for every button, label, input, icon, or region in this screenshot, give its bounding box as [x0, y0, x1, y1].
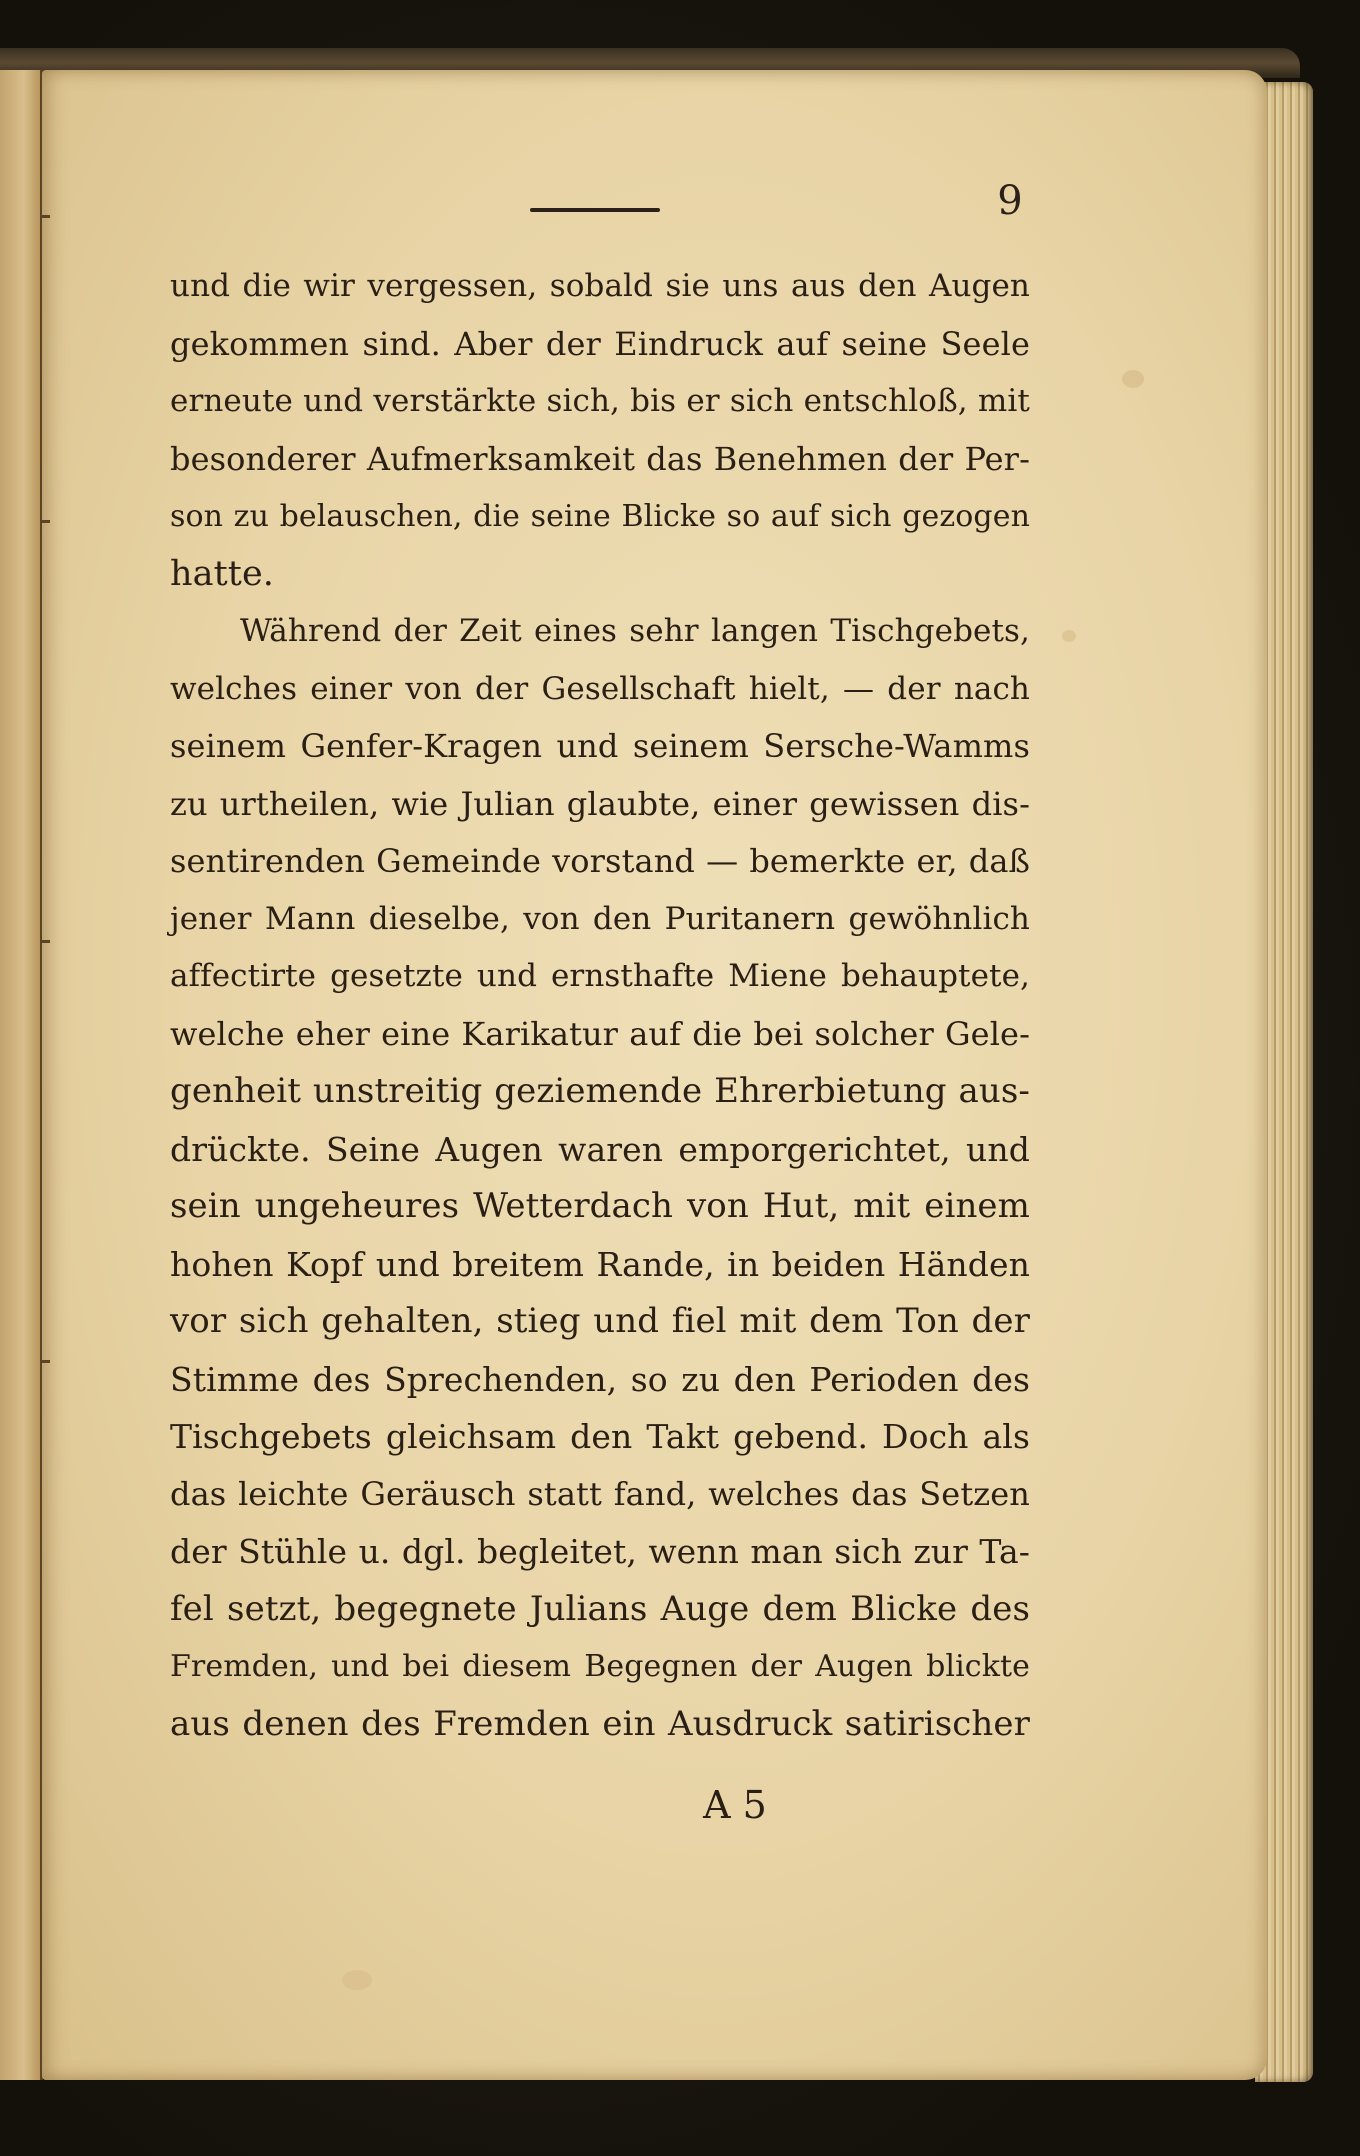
- foxing-spot: [342, 1970, 372, 1990]
- text-line: gekommen sind. Aber der Eindruck auf seine Seele: [170, 324, 1030, 363]
- text-line: seinem Genfer-Kragen und seinem Sersche-Wamms: [170, 727, 1030, 765]
- text-line: son zu belauschen, die seine Blicke so auf sich gezogen: [170, 499, 1030, 534]
- paragraph-start-line: Während der Zeit eines sehr langen Tischgebets,: [240, 613, 1030, 649]
- text-line: Tischgebets gleichsam den Takt gebend. Doch als: [170, 1417, 1030, 1456]
- foxing-spot: [1122, 370, 1144, 388]
- edge-tick-mark: [40, 940, 50, 943]
- text-line: zu urtheilen, wie Julian glaubte, einer gewissen dis-: [170, 784, 1030, 823]
- text-line: sentirenden Gemeinde vorstand — bemerkte er, daß: [170, 842, 1030, 880]
- text-line: affectirte gesetzte und ernsthafte Miene behauptete,: [170, 958, 1030, 994]
- text-line: welches einer von der Gesellschaft hielt, — der nach: [170, 670, 1030, 707]
- text-line: welche eher eine Karikatur auf die bei solcher Gele-: [170, 1014, 1030, 1053]
- text-line: drückte. Seine Augen waren emporgerichtet, und: [170, 1129, 1030, 1169]
- edge-tick-mark: [40, 1360, 50, 1363]
- text-line: und die wir vergessen, sobald sie uns aus den Augen: [170, 268, 1030, 304]
- text-line: aus denen des Fremden ein Ausdruck satirischer: [170, 1703, 1030, 1744]
- foxing-spot: [1062, 630, 1076, 642]
- header-rule: [530, 208, 660, 212]
- text-line: besonderer Aufmerksamkeit das Benehmen der Per-: [170, 439, 1030, 478]
- text-line: das leichte Geräusch statt fand, welches das Setzen: [170, 1474, 1030, 1513]
- text-line: genheit unstreitig geziemende Ehrerbietung aus-: [170, 1071, 1030, 1111]
- text-line: Fremden, und bei diesem Begegnen der Augen blickte: [170, 1649, 1030, 1684]
- text-line: erneute und verstärkte sich, bis er sich entschloß, mit: [170, 383, 1030, 419]
- body-text: [170, 258, 1030, 1753]
- page-number: 9: [997, 178, 1023, 224]
- text-line: vor sich gehalten, stieg und fiel mit dem Ton der: [170, 1301, 1030, 1341]
- text-line: jener Mann dieselbe, von den Puritanern gewöhnlich: [170, 900, 1030, 937]
- text-line: hohen Kopf und breitem Rande, in beiden Händen: [170, 1244, 1030, 1284]
- facing-page-edge: [0, 70, 43, 2080]
- edge-tick-mark: [40, 520, 50, 523]
- edge-tick-mark: [40, 215, 50, 218]
- text-line: der Stühle u. dgl. begleitet, wenn man sich zur Ta-: [170, 1532, 1030, 1571]
- text-line: fel setzt, begegnete Julians Auge dem Blicke des: [170, 1588, 1030, 1629]
- text-line: Stimme des Sprechenden, so zu den Perioden des: [170, 1359, 1030, 1399]
- text-line: hatte.: [170, 553, 274, 594]
- printer-signature: A 5: [703, 1783, 767, 1827]
- text-line: sein ungeheures Wetterdach von Hut, mit einem: [170, 1186, 1030, 1226]
